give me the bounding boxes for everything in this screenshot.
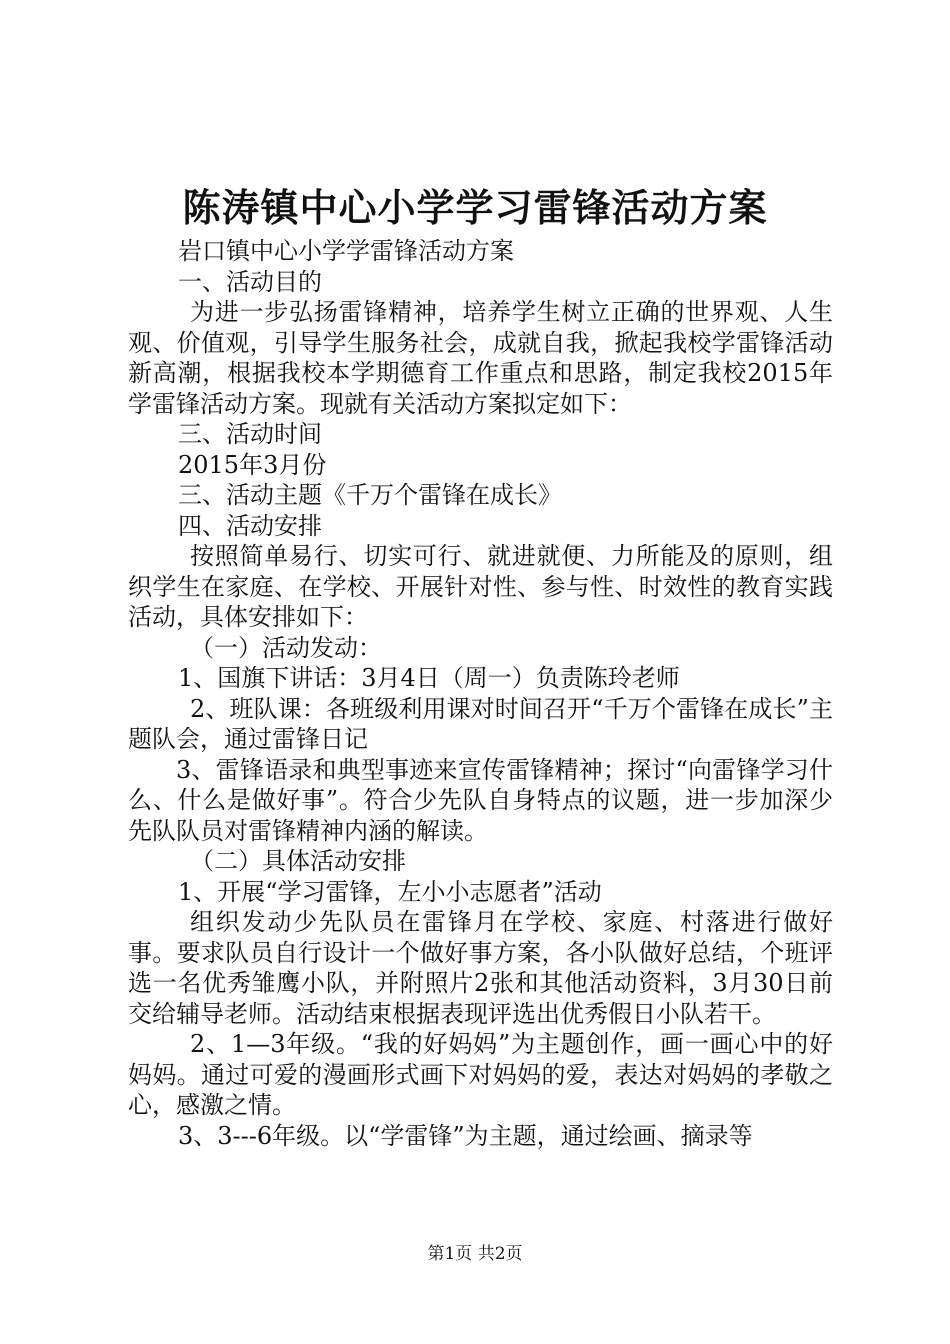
purpose-paragraph: 为进一步弘扬雷锋精神，培养学生树立正确的世界观、人生观、价值观，引导学生服务社会，成就自我，掀起我校学雷锋活动新高潮，根据我校本学期德育工作重点和思路，制定我校2015年学雷锋活动方案。现就有关活动方案拟定如下： bbox=[128, 298, 833, 418]
section-heading-theme: 三、活动主题《千万个雷锋在成长》 bbox=[178, 481, 562, 509]
subtitle-paragraph: 岩口镇中心小学学雷锋活动方案 bbox=[178, 237, 514, 265]
time-paragraph: 2015年3月份 bbox=[178, 450, 327, 479]
list-item-class-meeting: 2、班队课：各班级利用课对时间召开“千万个雷锋在成长”主题队会，通过雷锋日记 bbox=[128, 694, 833, 753]
arrangement-paragraph: 按照简单易行、切实可行、就进就便、力所能及的原则，组织学生在家庭、在学校、开展针对性、参与性、时效性的教育实践活动，具体安排如下： bbox=[128, 542, 833, 631]
list-item-volunteer: 1、开展“学习雷锋，左小小志愿者”活动 bbox=[178, 877, 602, 906]
section-heading-arrangement: 四、活动安排 bbox=[178, 511, 322, 540]
list-item-grade-1-3: 2、1—3年级。“我的好妈妈”为主题创作，画一画心中的好妈妈。通过可爱的漫画形式画下对妈妈的爱，表达对妈妈的孝敬之心，感激之情。 bbox=[128, 1030, 833, 1119]
subsection-specific-activities: （二）具体活动安排 bbox=[190, 847, 406, 875]
document-title: 陈涛镇中心小学学习雷锋活动方案 bbox=[182, 185, 768, 230]
section-heading-time: 三、活动时间 bbox=[178, 420, 322, 448]
list-item-quotes: 3、雷锋语录和典型事迹来宣传雷锋精神；探讨“向雷锋学习什么、什么是做好事”。符合少先队自身特点的议题，进一步加深少先队队员对雷锋精神内涵的解读。 bbox=[128, 755, 833, 845]
subsection-mobilization: （一）活动发动： bbox=[190, 633, 382, 662]
list-item-grade-3-6: 3、3---6年级。以“学雷锋”为主题，通过绘画、摘录等 bbox=[178, 1121, 753, 1150]
page-number-footer: 第1页 共2页 bbox=[427, 1244, 523, 1264]
volunteer-paragraph: 组织发动少先队员在雷锋月在学校、家庭、村落进行做好事。要求队员自行设计一个做好事方案，各小队做好总结，个班评选一名优秀雏鹰小队，并附照片2张和其他活动资料，3月30日前交给辅导老师。活动结束根据表现评选出优秀假日小队若干。 bbox=[128, 908, 833, 1028]
section-heading-purpose: 一、活动目的 bbox=[178, 267, 322, 296]
document-body bbox=[128, 236, 833, 1151]
list-item-flag-speech: 1、国旗下讲话：3月4日（周一）负责陈玲老师 bbox=[178, 664, 680, 692]
